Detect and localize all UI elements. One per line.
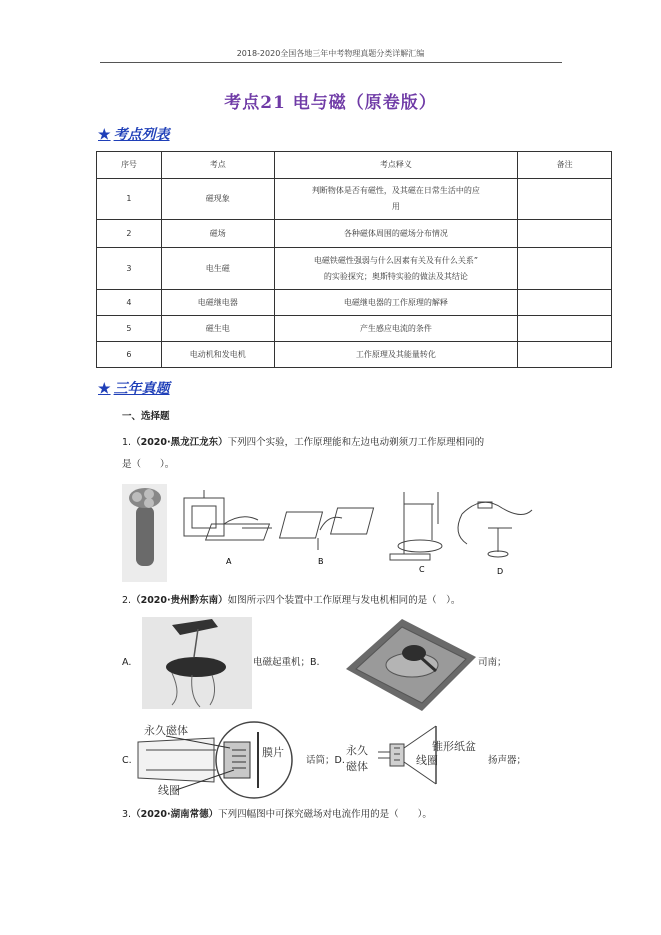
table-row xyxy=(97,342,612,368)
figure-label: C xyxy=(419,565,425,574)
speaker-diagram xyxy=(376,722,450,786)
table-row xyxy=(97,316,612,342)
question-1-figure xyxy=(122,484,534,582)
page-title: 考点21 电与磁（原卷版） xyxy=(224,93,437,113)
figure-b-diagram xyxy=(280,508,374,550)
cell-desc: 各种磁体周围的磁场分布情况 xyxy=(274,220,518,248)
cell-no: 2 xyxy=(97,220,162,248)
label-permanent: 永久 xyxy=(346,744,368,757)
cell-no: 1 xyxy=(97,179,162,220)
question-3: 3.（2020·湖南常德）下列四幅图中可探究磁场对电流作用的是（ ）。 xyxy=(122,809,432,820)
figure-label: D xyxy=(497,567,504,576)
cell-no: 4 xyxy=(97,290,162,316)
cell-no: 6 xyxy=(97,342,162,368)
column-header: 备注 xyxy=(518,152,612,179)
column-header: 序号 xyxy=(97,152,162,179)
question-1: 1.（2020·黑龙江龙东）下列四个实验，工作原理能和左边电动剃须刀工作原理相同的 xyxy=(122,437,485,448)
label-permanent-magnet: 永久磁体 xyxy=(144,724,188,737)
table-row xyxy=(97,290,612,316)
cell-topic: 磁生电 xyxy=(161,316,274,342)
cell-note xyxy=(518,179,612,220)
topic-table xyxy=(96,151,612,368)
figure-c-diagram xyxy=(390,492,442,560)
label-diaphragm: 膜片 xyxy=(262,746,284,759)
cell-note xyxy=(518,316,612,342)
figure-d-diagram xyxy=(458,502,532,557)
section-heading-kaodian: ★ 考点列表 xyxy=(98,127,170,143)
cell-topic: 磁现象 xyxy=(161,179,274,220)
cell-desc: 工作原理及其能量转化 xyxy=(274,342,518,368)
sinan-compass-photo xyxy=(344,617,478,713)
label-coil: 线圈 xyxy=(158,784,180,797)
column-header: 考点 xyxy=(161,152,274,179)
star-icon: ★ xyxy=(98,381,111,397)
label-magnet: 磁体 xyxy=(346,760,368,773)
cell-desc: 电磁铁磁性强弱与什么因素有关及有什么关系” 的实验探究；奥斯特实验的做法及其结论 xyxy=(274,248,518,290)
option-c-text: 话筒；D. xyxy=(306,755,345,766)
star-icon: ★ xyxy=(98,127,111,143)
cell-no: 5 xyxy=(97,316,162,342)
table-row xyxy=(97,220,612,248)
question-1-line2: 是（ ）。 xyxy=(122,459,175,470)
cell-topic: 电动机和发电机 xyxy=(161,342,274,368)
option-a-letter: A. xyxy=(122,657,132,668)
option-b-text: 司南； xyxy=(478,657,507,668)
header-rule xyxy=(100,62,562,63)
table-row xyxy=(97,179,612,220)
question-2: 2.（2020·贵州黔东南）如图所示四个装置中工作原理与发电机相同的是（ ）。 xyxy=(122,595,461,606)
figure-label: A xyxy=(226,557,232,566)
label-cone: 锥形纸盆 xyxy=(432,740,476,753)
label-coil-speaker: 线圈 xyxy=(416,754,438,767)
cell-desc: 产生感应电流的条件 xyxy=(274,316,518,342)
cell-note xyxy=(518,248,612,290)
section-heading-zhenti: ★ 三年真题 xyxy=(98,381,170,397)
part-heading: 一、选择题 xyxy=(122,411,170,422)
cell-topic: 磁场 xyxy=(161,220,274,248)
option-a-text: 电磁起重机；B. xyxy=(253,657,320,668)
cell-note xyxy=(518,290,612,316)
cell-note xyxy=(518,342,612,368)
cell-topic: 电磁继电器 xyxy=(161,290,274,316)
cell-desc: 判断物体是否有磁性，及其磁在日常生活中的应 用 xyxy=(274,179,518,220)
option-c-letter: C. xyxy=(122,755,132,766)
electromagnet-crane-photo xyxy=(142,617,252,709)
shaver-photo xyxy=(122,484,167,582)
figure-label: B xyxy=(318,557,324,566)
column-header: 考点释义 xyxy=(274,152,518,179)
cell-topic: 电生磁 xyxy=(161,248,274,290)
cell-desc: 电磁继电器的工作原理的解释 xyxy=(274,290,518,316)
cell-note xyxy=(518,220,612,248)
page-header: 2018-2020全国各地三年中考物理真题分类详解汇编 xyxy=(236,49,425,58)
figure-a-diagram xyxy=(184,490,272,540)
table-row xyxy=(97,248,612,290)
cell-no: 3 xyxy=(97,248,162,290)
option-d-text: 扬声器； xyxy=(488,755,527,766)
table-header-row xyxy=(97,152,612,179)
